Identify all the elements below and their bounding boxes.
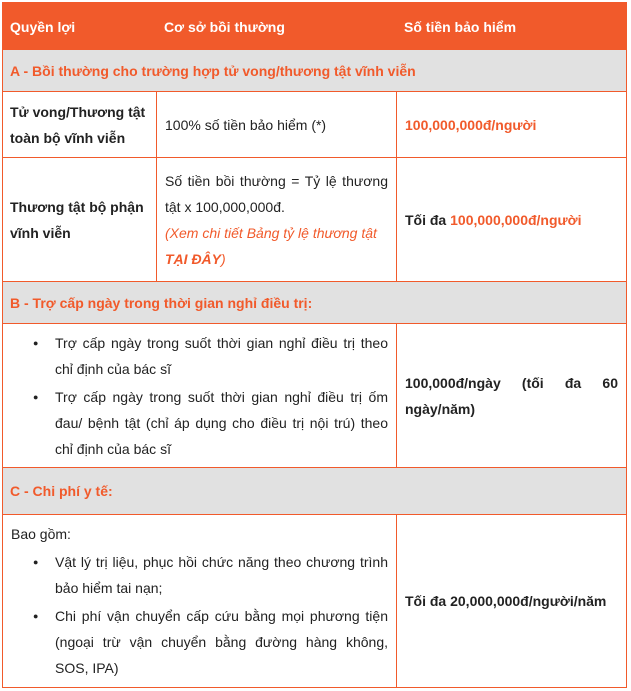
- list-item: ● Chi phí vận chuyển cấp cứu bằng mọi phương tiện (ngoại trừ vận chuyển bằng đường hàng không, SOS, IPA): [55, 603, 388, 681]
- table-header: [3, 3, 626, 50]
- basis-note-suffix: ): [221, 250, 226, 267]
- benefit-death-label: Tử vong/Thương tật toàn bộ vĩnh viễn: [10, 103, 146, 146]
- section-c-header: [3, 468, 626, 515]
- basis-death: 100% số tiền bảo hiểm (*): [156, 92, 396, 157]
- basis-partial-disability: [156, 158, 396, 281]
- table-row: [3, 324, 626, 468]
- amount-death: 100,000,000đ/người: [396, 92, 626, 157]
- list-item: ● Trợ cấp ngày trong suốt thời gian nghỉ điều trị theo chỉ định của bác sĩ: [55, 330, 388, 382]
- amount-medical-expenses: Tối đa 20,000,000đ/người/năm: [396, 515, 626, 687]
- section-b-header: [3, 282, 626, 324]
- section-a-title: A - Bồi thường cho trường hợp tử vong/thương tật vĩnh viễn: [10, 62, 416, 79]
- table-row: [3, 92, 626, 158]
- amount-daily-allowance: [396, 324, 626, 467]
- header-benefit: Quyền lợi: [10, 18, 76, 35]
- list-item: ● Vật lý trị liệu, phục hồi chức năng theo chương trình bảo hiểm tai nạn;: [55, 549, 388, 601]
- amount-value: 100,000,000đ/người: [450, 211, 582, 228]
- benefit-partial-disability-label: Thương tật bộ phận vĩnh viễn: [10, 198, 144, 241]
- section-a-header: [3, 50, 626, 92]
- section-b-title: B - Trợ cấp ngày trong thời gian nghỉ điều trị:: [10, 294, 313, 311]
- section-b-list: [11, 330, 388, 462]
- amount-prefix: Tối đa: [405, 211, 447, 228]
- section-c-items: [3, 515, 396, 687]
- amount-daily-allowance-text: 100,000đ/ngày (tối đa 60 ngày/năm): [405, 374, 618, 417]
- basis-note: [165, 220, 388, 272]
- basis-formula: Số tiền bồi thường = Tỷ lệ thương tật x 100,000,000đ.: [165, 172, 388, 215]
- list-item: ● Trợ cấp ngày trong suốt thời gian nghỉ điều trị ốm đau/ bệnh tật (chỉ áp dụng cho điều trị nội trú) theo chỉ định của bác sĩ: [55, 384, 388, 462]
- section-c-title: C - Chi phí y tế:: [10, 483, 113, 499]
- section-b-items: [3, 324, 396, 467]
- table-row: [3, 515, 626, 687]
- basis-note-text: (Xem chi tiết Bảng tỷ lệ thương tật: [165, 224, 377, 241]
- section-c-intro: Bao gồm:: [11, 526, 71, 542]
- amount-partial-disability: [396, 158, 626, 281]
- benefits-table: [2, 2, 627, 688]
- disability-table-link[interactable]: TẠI ĐÂY: [165, 250, 221, 267]
- section-c-list: [11, 549, 388, 681]
- header-basis: Cơ sở bồi thường: [164, 18, 285, 35]
- header-amount: Số tiền bảo hiểm: [404, 18, 517, 35]
- table-row: [3, 158, 626, 282]
